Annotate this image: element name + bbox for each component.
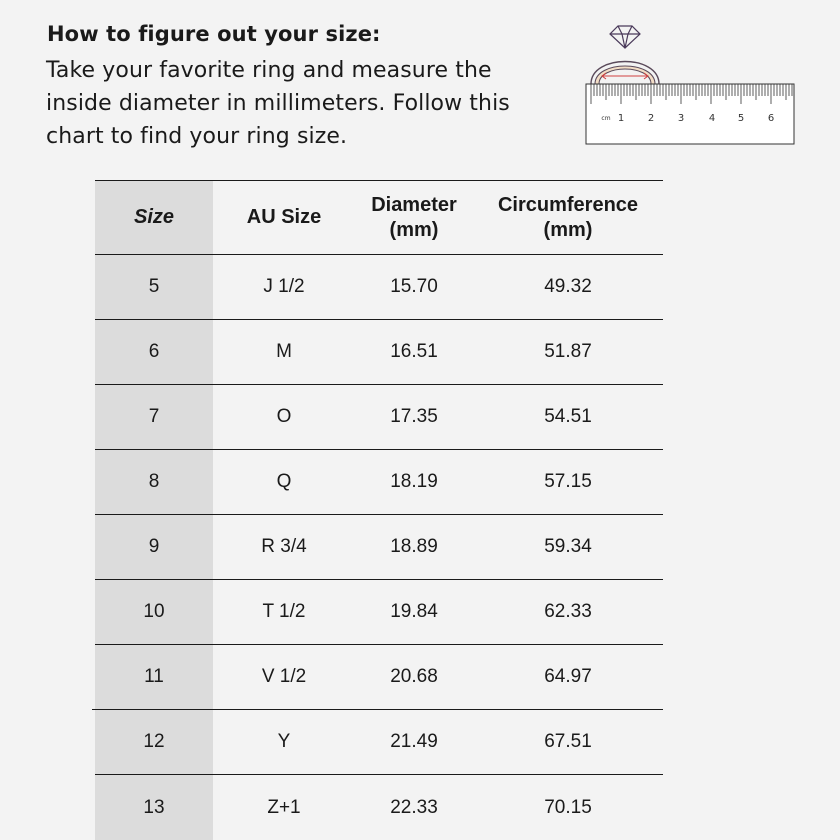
au-size-cell: J 1/2 bbox=[263, 276, 305, 297]
table-row bbox=[92, 645, 663, 710]
table-row bbox=[95, 580, 663, 645]
ruler-mark: 4 bbox=[708, 113, 716, 124]
table-row bbox=[95, 515, 663, 580]
ruler-mark: 5 bbox=[737, 113, 745, 124]
table-row bbox=[95, 320, 663, 385]
circumference-cell: 54.51 bbox=[544, 406, 592, 427]
au-size-cell: O bbox=[276, 406, 292, 427]
table-header bbox=[95, 180, 663, 255]
circumference-cell: 49.32 bbox=[544, 276, 592, 297]
diameter-cell: 21.49 bbox=[390, 731, 438, 752]
au-size-cell: M bbox=[276, 341, 292, 362]
ruler-mark: 6 bbox=[767, 113, 775, 124]
ruler-mark: 1 bbox=[617, 113, 625, 124]
table-row bbox=[95, 450, 663, 515]
ruler-mark: 2 bbox=[647, 113, 655, 124]
intro-text: Take your favorite ring and measure the inside diameter in millimeters. Follow this chart to find your ring size. bbox=[46, 58, 510, 149]
circumference-cell: 59.34 bbox=[544, 536, 592, 557]
au-size-cell: T 1/2 bbox=[262, 601, 306, 622]
table-row bbox=[95, 255, 663, 320]
ruler-mark: 3 bbox=[677, 113, 685, 124]
circumference-cell: 67.51 bbox=[544, 731, 592, 752]
header-diameter: Diameter (mm) bbox=[371, 193, 457, 241]
header-size: Size bbox=[133, 206, 175, 228]
diameter-cell: 18.89 bbox=[390, 536, 438, 557]
au-size-cell: Y bbox=[277, 731, 291, 752]
size-cell: 11 bbox=[144, 666, 164, 687]
diameter-cell: 19.84 bbox=[390, 601, 438, 622]
size-cell: 6 bbox=[148, 341, 160, 362]
diameter-cell: 18.19 bbox=[390, 471, 438, 492]
au-size-cell: V 1/2 bbox=[261, 666, 307, 687]
diameter-cell: 22.33 bbox=[390, 796, 438, 818]
size-cell: 9 bbox=[148, 536, 160, 557]
page-title: How to figure out your size: bbox=[47, 22, 381, 46]
size-cell: 10 bbox=[143, 601, 165, 622]
ring-ruler-illustration bbox=[584, 24, 796, 146]
diameter-cell: 16.51 bbox=[390, 341, 438, 362]
au-size-cell: Z+1 bbox=[267, 796, 301, 818]
circumference-cell: 57.15 bbox=[544, 471, 592, 492]
diameter-cell: 17.35 bbox=[390, 406, 438, 427]
size-cell: 5 bbox=[148, 276, 160, 297]
table-row bbox=[95, 775, 663, 840]
ruler-unit: cm bbox=[601, 115, 611, 122]
header-au-size: AU Size bbox=[246, 206, 322, 228]
circumference-cell: 51.87 bbox=[544, 341, 592, 362]
ring-icon bbox=[591, 62, 659, 85]
table-row bbox=[95, 385, 663, 450]
circumference-cell: 64.97 bbox=[544, 666, 592, 687]
size-cell: 13 bbox=[143, 796, 165, 818]
diamond-icon bbox=[610, 26, 640, 48]
diameter-cell: 20.68 bbox=[390, 666, 438, 687]
table-row bbox=[95, 710, 663, 775]
au-size-cell: R 3/4 bbox=[261, 536, 307, 557]
header-circumference: Circumference (mm) bbox=[497, 193, 639, 241]
size-cell: 8 bbox=[148, 471, 160, 492]
au-size-cell: Q bbox=[276, 471, 292, 492]
ruler-icon bbox=[586, 84, 794, 144]
size-cell: 7 bbox=[148, 406, 160, 427]
diameter-cell: 15.70 bbox=[390, 276, 438, 297]
circumference-cell: 62.33 bbox=[544, 601, 592, 622]
ring-size-table bbox=[95, 180, 663, 840]
size-cell: 12 bbox=[143, 731, 165, 752]
circumference-cell: 70.15 bbox=[544, 796, 592, 818]
